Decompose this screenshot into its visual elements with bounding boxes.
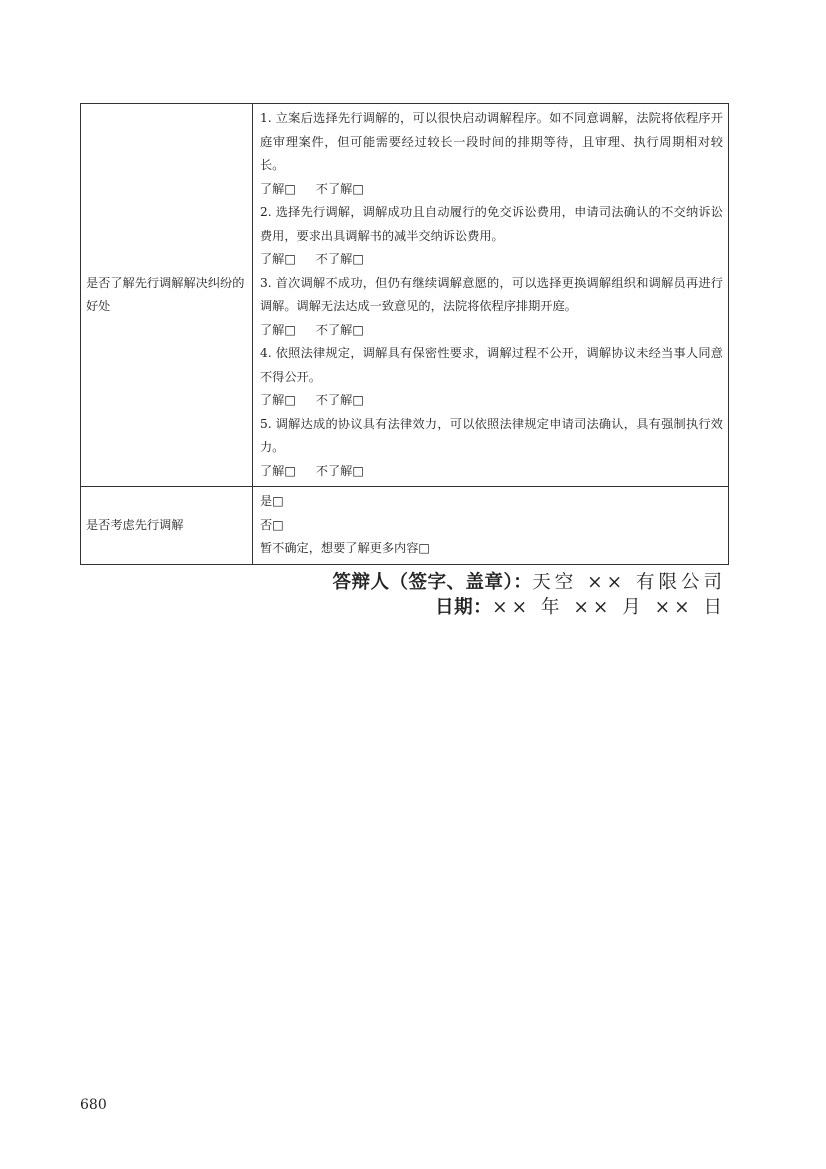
option-no[interactable]: 否□ xyxy=(260,517,284,532)
table-row xyxy=(81,104,729,487)
page-number: 680 xyxy=(80,1097,107,1113)
benefits-cell xyxy=(253,104,729,487)
option-understand[interactable]: 了解□ xyxy=(260,181,296,196)
option-understand[interactable]: 了解□ xyxy=(260,322,296,337)
option-understand[interactable]: 了解□ xyxy=(260,393,296,407)
option-not-understand[interactable]: 不了解□ xyxy=(315,181,364,196)
mediation-choice-cell xyxy=(253,487,729,565)
option-not-understand[interactable]: 不了解□ xyxy=(315,322,364,337)
survey-table xyxy=(80,103,729,565)
question-label: 是否考虑先行调解 xyxy=(81,487,253,565)
question-label: 是否了解先行调解解决纠纷的好处 xyxy=(81,104,253,487)
option-yes[interactable]: 是□ xyxy=(260,494,284,508)
benefit-item-3: 3. 首次调解不成功，但仍有继续调解意愿的，可以选择更换调解组织和调解员再进行调解。调解无法达成一致意见的，法院将依程序排期开庭。 xyxy=(260,275,723,313)
benefit-item-5: 5. 调解达成的协议具有法律效力，可以依照法律规定申请司法确认，具有强制执行效力。 xyxy=(260,416,723,454)
option-not-understand[interactable]: 不了解□ xyxy=(315,463,364,478)
respondent-value: 天空 ×× 有限公司 xyxy=(532,572,726,593)
benefit-options-1 xyxy=(260,178,723,202)
date-line xyxy=(332,595,726,620)
option-not-understand[interactable]: 不了解□ xyxy=(315,252,364,266)
table-row xyxy=(81,487,729,565)
option-understand[interactable]: 了解□ xyxy=(260,463,296,478)
option-not-understand[interactable]: 不了解□ xyxy=(315,393,364,407)
signature-block xyxy=(332,570,726,620)
benefit-options-3 xyxy=(260,319,723,343)
benefit-item-1: 1. 立案后选择先行调解的，可以很快启动调解程序。如不同意调解，法院将依程序开庭审理案件，但可能需要经过较长一段时间的排期等待，且审理、执行周期相对较长。 xyxy=(260,111,723,172)
option-understand[interactable]: 了解□ xyxy=(260,252,296,266)
benefit-options-5 xyxy=(260,460,723,484)
date-value: ×× 年 ×× 月 ×× 日 xyxy=(492,597,726,618)
benefit-options-2 xyxy=(260,248,723,272)
benefit-item-2: 2. 选择先行调解，调解成功且自动履行的免交诉讼费用，申请司法确认的不交纳诉讼费用，要求出具调解书的减半交纳诉讼费用。 xyxy=(260,205,723,243)
benefit-options-4 xyxy=(260,389,723,413)
date-label: 日期： xyxy=(435,597,493,618)
respondent-label: 答辩人（签字、盖章）： xyxy=(332,572,533,593)
option-undecided[interactable]: 暂不确定，想要了解更多内容□ xyxy=(260,541,430,555)
benefit-item-4: 4. 依照法律规定，调解具有保密性要求，调解过程不公开，调解协议未经当事人同意不得公开。 xyxy=(260,346,723,384)
respondent-line xyxy=(332,570,726,595)
